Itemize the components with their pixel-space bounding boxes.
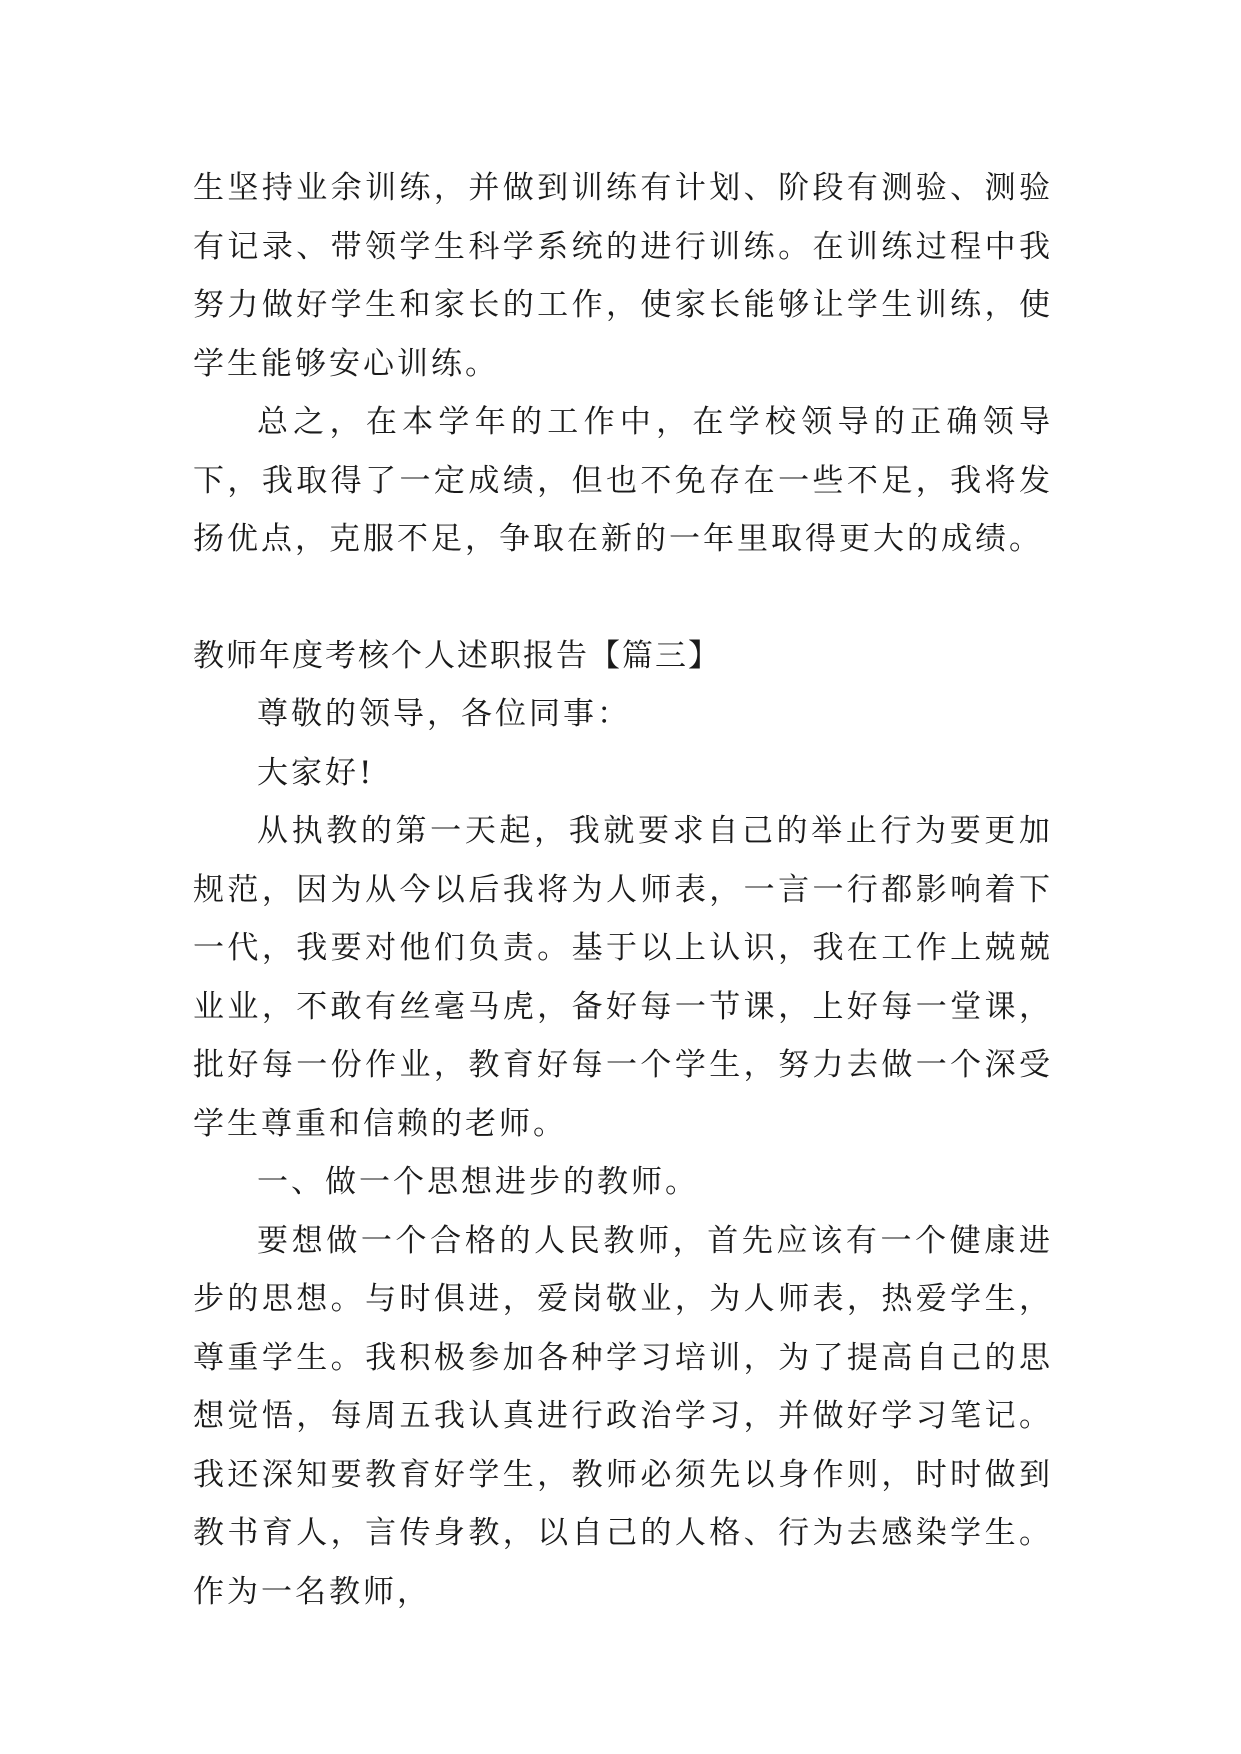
paragraph-greeting: 大家好! [257, 754, 375, 791]
paragraph-salutation: 尊敬的领导，各位同事： [257, 696, 631, 732]
section-spacer [193, 569, 1053, 627]
document-body [193, 159, 1053, 1621]
paragraph-training: 生坚持业余训练，并做到训练有计划、阶段有测验、测验有记录、带领学生科学系统的进行训练。在训练过程中我努力做好学生和家长的工作，使家长能够让学生训练，使学生能够安心训练。 [193, 170, 1053, 382]
paragraph-summary: 总之，在本学年的工作中，在学校领导的正确领导下，我取得了一定成绩，但也不免存在一些不足，我将发扬优点，克服不足，争取在新的一年里取得更大的成绩。 [193, 404, 1053, 557]
paragraph-ideology: 要想做一个合格的人民教师，首先应该有一个健康进步的思想。与时俱进，爱岗敬业，为人师表，热爱学生，尊重学生。我积极参加各种学习培训，为了提高自己的思想觉悟，每周五我认真进行政治学习，并做好学习笔记。我还深知要教育好学生，教师必须先以身作则，时时做到教书育人，言传身教，以自己的人格、行为去感染学生。作为一名教师， [193, 1222, 1053, 1610]
section-title: 教师年度考核个人述职报告【篇三】 [193, 637, 721, 674]
paragraph-subheading-one: 一、做一个思想进步的教师。 [257, 1164, 699, 1200]
paragraph-first-day: 从执教的第一天起，我就要求自己的举止行为要更加规范，因为从今以后我将为人师表，一言一行都影响着下一代，我要对他们负责。基于以上认识，我在工作上兢兢业业，不敢有丝毫马虎，备好每一节课，上好每一堂课，批好每一份作业，教育好每一个学生，努力去做一个深受学生尊重和信赖的老师。 [193, 813, 1053, 1142]
